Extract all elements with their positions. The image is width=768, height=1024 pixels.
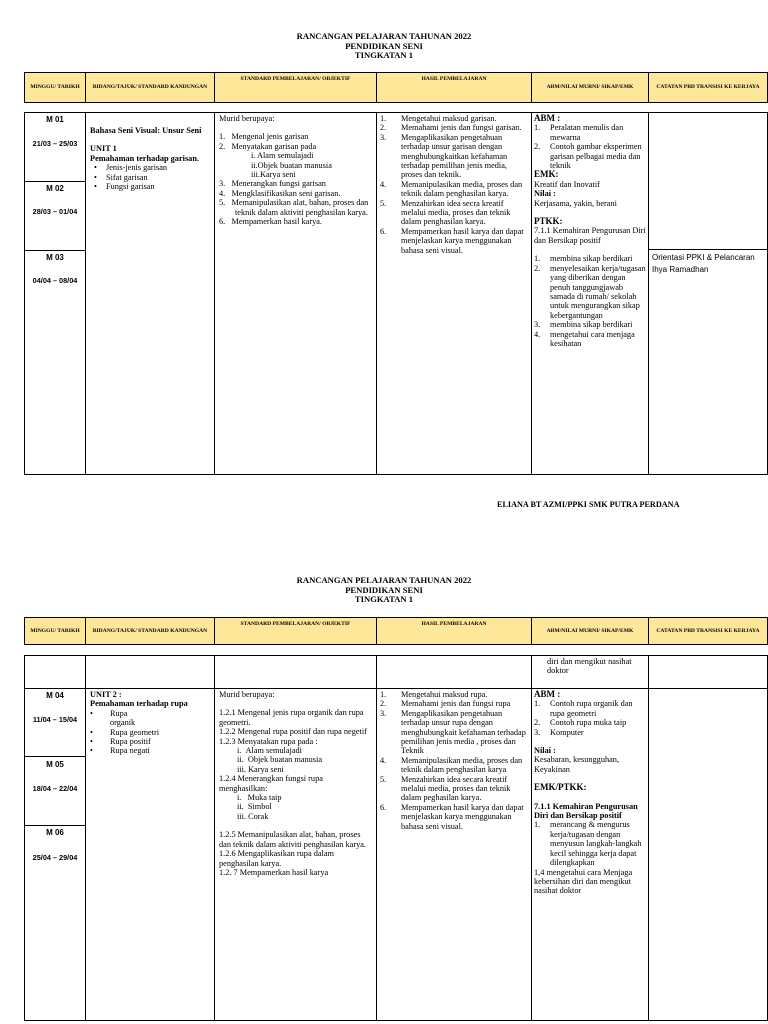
nilai-value: Kesabaran, kesungguhan, Keyakinan: [534, 755, 620, 774]
list-item: 2. Contoh rupa muka taip: [534, 718, 627, 728]
standard-intro: Murid berupaya:: [219, 690, 275, 699]
header-catatan: CATATAN PBD TRANSISI KE KERJAYA: [649, 618, 768, 645]
bidang-cell: [86, 689, 215, 1021]
header-minggu: MINGGU/ TARIKH: [25, 73, 86, 103]
nilai-label: Nilai :: [534, 746, 556, 756]
list-item: 2. Memahami jenis dan fungsi garisan.: [380, 123, 522, 133]
list-item: 1. Peralatan menulis dan mewarna: [534, 123, 624, 142]
catatan-cell: [649, 113, 768, 475]
header-minggu: MINGGU/ TARIKH: [25, 618, 86, 645]
list-item: i. Muka taip: [237, 793, 282, 803]
standard-item: 1.2.1 Mengenal jenis rupa organik dan rupa geometri.: [219, 708, 364, 727]
list-item: 1. Mengetahui maksud rupa.: [380, 690, 488, 699]
unit-label: UNIT 2 :: [90, 690, 122, 699]
signature: ELIANA BT AZMI/PPKI SMK PUTRA PERDANA: [497, 500, 680, 509]
list-item: iii. Corak: [237, 811, 269, 821]
standard-cell: [215, 689, 377, 1021]
carry-over-row: [25, 656, 768, 689]
list-item: • Sifat garisan: [94, 172, 148, 182]
emk-value: Kreatif dan Inovatif: [534, 179, 600, 189]
list-item: 1. Mengetahui maksud garisan.: [380, 114, 497, 123]
standard-item: 1.2.4 Menerangkan fungsi rupa menghasilkan:: [219, 774, 323, 793]
hasil-cell: [377, 689, 532, 1021]
list-item: 6. Mempamerkan hasil karya.: [219, 217, 322, 227]
minggu-cell: [25, 689, 86, 1021]
week-label: M 03: [46, 253, 64, 262]
list-item: 4. mengetahui cara menjaga kesihatan: [534, 329, 635, 348]
standard-item: 1.2.6 Mengaplikasikan rupa dalam penghasilan karya.: [219, 849, 334, 868]
catatan-text: Orientasi PPKI & Pelancaran Ihya Ramadhan: [649, 249, 767, 276]
standard-intro: Murid berupaya:: [219, 114, 275, 123]
nilai-value: Kerjasama, yakin, berani: [534, 198, 617, 208]
standard-item: 1.2.3 Menyatakan rupa pada :: [219, 736, 318, 746]
minggu-cell: [25, 113, 86, 475]
week-date: 18/04 – 22/04: [32, 784, 78, 793]
header-table: [24, 617, 768, 645]
ptkk-label: PTKK:: [534, 216, 563, 227]
header-table: [24, 72, 768, 103]
page-title: RANCANGAN PELAJARAN TAHUNAN 2022 PENDIDIKAN SENI TINGKATAN 1: [296, 575, 472, 604]
week-date: 28/03 – 01/04: [32, 207, 78, 216]
list-item: 6. Mempamerkan hasil karya dan dapat menjelaskan karya menggunakan bahasa seni visual.: [380, 802, 524, 831]
unit-subheading: Pemahaman terhadap garisan.: [90, 153, 200, 163]
list-item: • Rupa geometri: [90, 727, 160, 737]
header-hasil: HASIL PEMBELAJARAN: [377, 618, 532, 645]
carry-over-text: diri dan mengikut nasihat doktor: [532, 656, 649, 689]
list-item: • Rupa positif: [90, 737, 151, 747]
list-item: i. Alam semulajadi: [237, 746, 302, 756]
list-item: • Fungsi garisan: [94, 182, 155, 192]
abm-label: ABM :: [534, 113, 561, 123]
week-label: M 02: [46, 184, 64, 193]
header-catatan: CATATAN PBD TRANSISI KE KERJAYA: [649, 73, 768, 103]
list-item: 2. menyelesaikan kerja/tugasan yang diberikan dengan penuh tanggungjawab samada di rumah/ sekolah untuk mengurangkan sikap kebergantungan: [534, 263, 646, 320]
list-item: iii. Karya seni: [237, 764, 284, 774]
list-item: 1. membina sikap berdikari: [534, 254, 633, 264]
header-abm: ABM/NILAI MURNI/ SIKAP/EMK: [532, 73, 649, 103]
header-bidang: BIDANG/TAJUK/ STANDARD KANDUNGAN: [86, 73, 215, 103]
week-label: M 05: [46, 760, 64, 769]
header-bidang: BIDANG/TAJUK/ STANDARD KANDUNGAN: [86, 618, 215, 645]
list-item: 1. Contoh rupa organik dan rupa geometri: [534, 699, 633, 718]
week-label: M 04: [46, 691, 64, 700]
unit-subheading: Pemahaman terhadap rupa: [90, 699, 188, 709]
emk-label: EMK/PTKK:: [534, 782, 587, 793]
list-item: 3. Mengaplikasikan pengetahuan terhadap unsur rupa dengan menghubungkait kefahaman terhadap pemilihan jenis media , proses dan Teknik: [380, 708, 526, 756]
header-abm: ABM/NILAI MURNI/ SIKAP/EMK: [532, 618, 649, 645]
week-label: M 01: [46, 115, 64, 124]
abm-cell: [532, 113, 649, 475]
list-item: ii.Objek buatan manusia: [251, 160, 332, 170]
header-standard: STANDARD PEMBELAJARAN/ OBJEKTIF: [215, 618, 377, 645]
list-item: 5. Menzahirkan idea secra kreatif melalui media, proses dan teknik dalam penghasilan karya.: [380, 198, 511, 227]
standard-item: 1.2.5 Memanipulasikan alat, bahan, proses dan teknik dalam aktiviti penghasilan karya.: [219, 830, 366, 849]
week-date: 21/03 – 25/03: [32, 139, 78, 148]
list-item: 3. Menerangkan fungsi garisan: [219, 179, 326, 189]
list-item: 3. Komputer: [534, 727, 584, 737]
list-item: ii. Simbol: [237, 802, 272, 812]
list-item: 6. Mempamerkan hasil karya dan dapat menjelaskan karya menggunakan bahasa seni visual.: [380, 226, 524, 255]
list-item: 4. Memanipulasikan media, proses dan teknik dalam penghasilan karya.: [380, 179, 523, 199]
abm-label: ABM :: [534, 689, 561, 699]
standard-cell: [215, 113, 377, 475]
standard-item: 1.2. 7 Mempamerkan hasil karya: [219, 867, 329, 877]
week-label: M 06: [46, 828, 64, 837]
week-date: 25/04 – 29/04: [32, 853, 78, 862]
list-item: ii. Objek buatan manusia: [237, 755, 323, 765]
catatan-cell: [649, 689, 768, 1021]
content-table: [24, 655, 768, 1021]
ptkk-heading: 7.1.1 Kemahiran Pengurusan Diri dan Bersikap positif: [534, 801, 638, 821]
list-item: 4. Memanipulasikan media, proses dan teknik dalam penghasilan karya: [380, 755, 523, 775]
list-item: 5. Memanipulasikan alat, bahan, proses dan teknik dalam aktiviti penghasilan karya.: [219, 198, 369, 217]
bidang-cell: [86, 113, 215, 475]
page-2: [0, 512, 768, 1024]
list-item: 2. Contoh gambar eksperimen garisan pelbagai media dan teknik: [534, 142, 642, 171]
list-item: 3. membina sikap berdikari: [534, 320, 633, 330]
week-date: 04/04 – 08/04: [32, 276, 78, 285]
list-item: • Rupa negati: [90, 746, 150, 756]
list-item: 1. merancang & mengurus kerja/tugasan dengan menyusun langkah-langkah kecil sehingga kerja dapat dilengkapkan: [534, 820, 642, 868]
header-hasil: HASIL PEMBELAJARAN: [377, 73, 532, 103]
standard-item: 1.2.2 Mengenal rupa positif dan rupa negetif: [219, 727, 367, 737]
hasil-cell: [377, 113, 532, 475]
list-item: i. Alam semulajadi: [251, 151, 314, 161]
ptkk-heading: 7.1.1 Kemahiran Pengurusan Diri dan Bersikap positif: [534, 226, 646, 245]
list-item: 2. Memahami jenis dan fungsi rupa: [380, 699, 511, 709]
list-item: 3. Mengaplikasikan pengetahuan terhadap unsur garisan dengan menghubungkaitkan kefahaman terhadap pemilihan jenis media, proses dan teknik.: [380, 132, 508, 180]
header-standard: STANDARD PEMBELAJARAN/ OBJEKTIF: [215, 73, 377, 103]
list-item: 1. Mengenal jenis garisan: [219, 132, 309, 142]
content-table: [24, 112, 768, 475]
list-item: 4. Mengklasifikasikan seni garisan.: [219, 188, 341, 198]
abm-cell: [532, 689, 649, 1021]
emk-label: EMK:: [534, 169, 559, 180]
list-item: 5. Menzahirkan idea secara kreatif melalui media, proses dan teknik dalam peghasilan karya.: [380, 774, 511, 803]
list-item: iii.Karya seni: [251, 170, 296, 180]
list-item: 2. Menyatakan garisan pada: [219, 141, 317, 151]
nilai-label: Nilai :: [534, 189, 556, 199]
list-item: • Jenis-jenis garisan: [94, 163, 168, 173]
week-date: 11/04 – 15/04: [32, 715, 78, 724]
ptkk-extra: 1,4 mengetahui cara Menjaga kebersihan diri dan mengikut nasihat doktor: [534, 867, 633, 896]
list-item: • Rupa organik: [90, 708, 136, 728]
unit-label: UNIT 1: [90, 144, 117, 154]
bidang-heading: Bahasa Seni Visual: Unsur Seni: [90, 126, 202, 135]
page-title: RANCANGAN PELAJARAN TAHUNAN 2022 PENDIDIKAN SENI TINGKATAN 1: [296, 31, 472, 60]
